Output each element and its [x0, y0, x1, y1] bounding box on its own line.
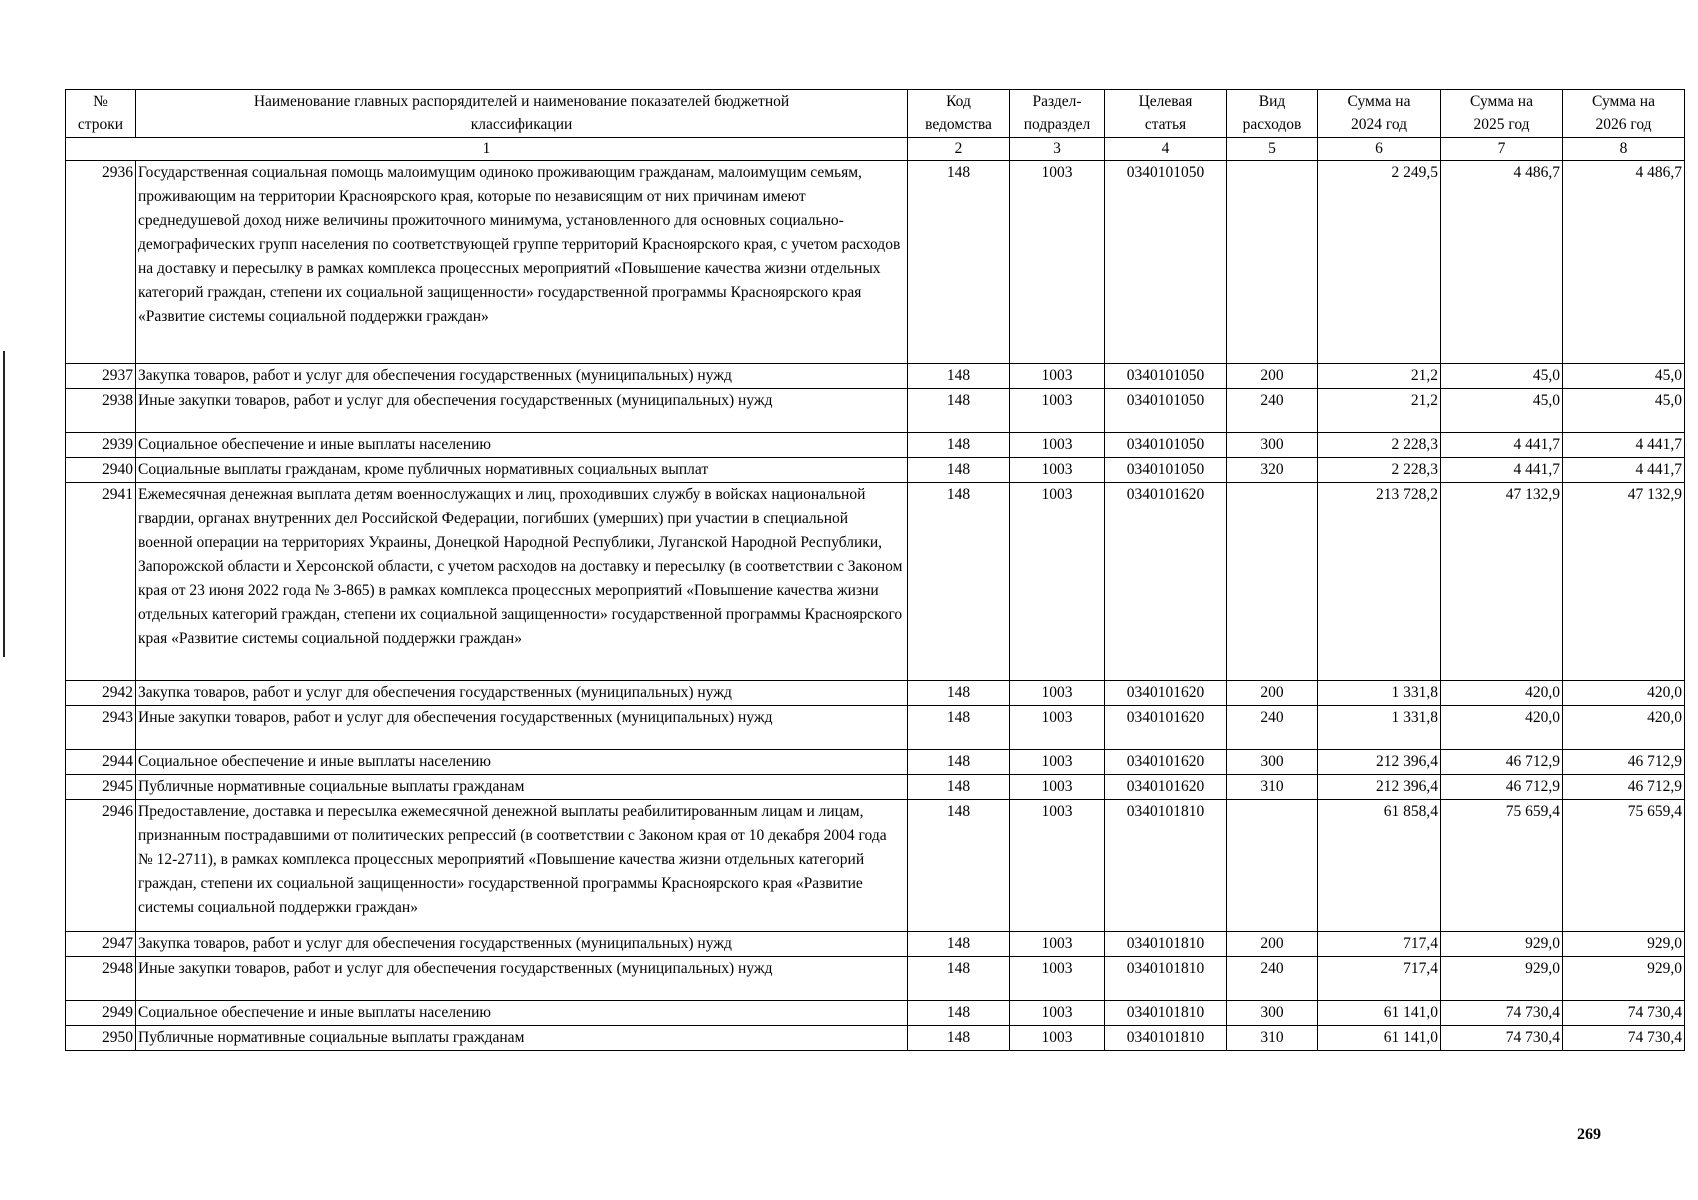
- table-header: [66, 90, 1685, 161]
- row-sum-2024: 2 228,3: [1318, 433, 1441, 458]
- header-section: Раздел- подраздел: [1010, 90, 1105, 138]
- row-dept-code: 148: [908, 681, 1010, 706]
- row-sum-2025: 929,0: [1441, 932, 1563, 957]
- row-dept-code: 148: [908, 433, 1010, 458]
- row-section: 1003: [1010, 706, 1105, 750]
- row-sum-2026: 74 730,4: [1563, 1001, 1685, 1026]
- row-sum-2025: 420,0: [1441, 681, 1563, 706]
- row-dept-code: 148: [908, 957, 1010, 1001]
- row-sum-2024: 2 228,3: [1318, 458, 1441, 483]
- table-row: [66, 706, 1685, 750]
- row-number: 2936: [66, 161, 136, 364]
- table-row: [66, 161, 1685, 364]
- row-sum-2024: 1 331,8: [1318, 681, 1441, 706]
- row-name: Иные закупки товаров, работ и услуг для обеспечения государственных (муниципальных) нужд: [136, 389, 908, 433]
- table-row: [66, 750, 1685, 775]
- row-sum-2025: 75 659,4: [1441, 800, 1563, 932]
- row-dept-code: 148: [908, 750, 1010, 775]
- column-number: 8: [1563, 138, 1685, 161]
- row-sum-2024: 21,2: [1318, 364, 1441, 389]
- row-sum-2026: 4 441,7: [1563, 458, 1685, 483]
- row-expense-kind: 200: [1227, 681, 1318, 706]
- header-target-article: Целевая статья: [1105, 90, 1227, 138]
- row-number: 2941: [66, 483, 136, 681]
- row-sum-2026: 929,0: [1563, 932, 1685, 957]
- row-expense-kind: [1227, 800, 1318, 932]
- row-number: 2946: [66, 800, 136, 932]
- row-target-article: 0340101810: [1105, 1026, 1227, 1051]
- row-target-article: 0340101620: [1105, 750, 1227, 775]
- row-target-article: 0340101620: [1105, 706, 1227, 750]
- table-row: [66, 775, 1685, 800]
- row-name: Закупка товаров, работ и услуг для обеспечения государственных (муниципальных) нужд: [136, 364, 908, 389]
- row-sum-2024: 21,2: [1318, 389, 1441, 433]
- table-row: [66, 1001, 1685, 1026]
- row-target-article: 0340101810: [1105, 932, 1227, 957]
- row-sum-2024: 1 331,8: [1318, 706, 1441, 750]
- row-expense-kind: 300: [1227, 433, 1318, 458]
- row-dept-code: 148: [908, 1001, 1010, 1026]
- row-dept-code: 148: [908, 1026, 1010, 1051]
- row-target-article: 0340101620: [1105, 483, 1227, 681]
- row-expense-kind: [1227, 161, 1318, 364]
- row-name: Предоставление, доставка и пересылка ежемесячной денежной выплаты реабилитированным лицам и лицам, признанным пострадавшими от политических репрессий (в соответствии с Законом края от 10 декабря 2004 года № 12-2711), в рамках комплекса процессных мероприятий «Повышение качества жизни отдельных категорий граждан, степени их социальной защищенности» государственной программы Красноярского края «Развитие системы социальной поддержки граждан»: [136, 800, 908, 932]
- row-sum-2024: 212 396,4: [1318, 775, 1441, 800]
- column-number: 2: [908, 138, 1010, 161]
- row-name: Закупка товаров, работ и услуг для обеспечения государственных (муниципальных) нужд: [136, 932, 908, 957]
- row-dept-code: 148: [908, 800, 1010, 932]
- row-sum-2026: 4 441,7: [1563, 433, 1685, 458]
- header-sum-2026: Сумма на 2026 год: [1563, 90, 1685, 138]
- row-number: 2943: [66, 706, 136, 750]
- row-sum-2024: 61 858,4: [1318, 800, 1441, 932]
- row-name: Ежемесячная денежная выплата детям военнослужащих и лиц, проходивших службу в войсках национальной гвардии, органах внутренних дел Российской Федерации, погибших (умерших) при участии в специальной военной операции на территориях Украины, Донецкой Народной Республики, Луганской Народной Республики, Запорожской области и Херсонской области, с учетом расходов на доставку и пересылку (в соответствии с Законом края от 23 июня 2022 года № 3-865) в рамках комплекса процессных мероприятий «Повышение качества жизни отдельных категорий граждан, степени их социальной защищенности» государственной программы Красноярского края «Развитие системы социальной поддержки граждан»: [136, 483, 908, 681]
- row-sum-2024: 2 249,5: [1318, 161, 1441, 364]
- row-sum-2024: 212 396,4: [1318, 750, 1441, 775]
- table-row: [66, 1026, 1685, 1051]
- row-expense-kind: [1227, 483, 1318, 681]
- column-number: 4: [1105, 138, 1227, 161]
- row-dept-code: 148: [908, 775, 1010, 800]
- row-expense-kind: 300: [1227, 750, 1318, 775]
- header-row-no: № строки: [66, 90, 136, 138]
- row-sum-2025: 4 441,7: [1441, 433, 1563, 458]
- row-section: 1003: [1010, 433, 1105, 458]
- row-target-article: 0340101050: [1105, 364, 1227, 389]
- row-dept-code: 148: [908, 932, 1010, 957]
- row-section: 1003: [1010, 775, 1105, 800]
- row-dept-code: 148: [908, 364, 1010, 389]
- row-target-article: 0340101620: [1105, 681, 1227, 706]
- row-section: 1003: [1010, 681, 1105, 706]
- row-sum-2025: 74 730,4: [1441, 1026, 1563, 1051]
- row-name: Публичные нормативные социальные выплаты гражданам: [136, 1026, 908, 1051]
- row-expense-kind: 240: [1227, 957, 1318, 1001]
- row-section: 1003: [1010, 161, 1105, 364]
- table-row: [66, 957, 1685, 1001]
- page-number: 269: [1577, 1126, 1601, 1143]
- row-sum-2025: 4 441,7: [1441, 458, 1563, 483]
- row-dept-code: 148: [908, 458, 1010, 483]
- row-sum-2025: 45,0: [1441, 364, 1563, 389]
- row-expense-kind: 200: [1227, 932, 1318, 957]
- table-row: [66, 433, 1685, 458]
- header-sum-2024: Сумма на 2024 год: [1318, 90, 1441, 138]
- row-sum-2026: 46 712,9: [1563, 775, 1685, 800]
- row-number: 2949: [66, 1001, 136, 1026]
- row-sum-2024: 717,4: [1318, 932, 1441, 957]
- column-number: 1: [66, 138, 908, 161]
- row-section: 1003: [1010, 1026, 1105, 1051]
- row-name: Иные закупки товаров, работ и услуг для обеспечения государственных (муниципальных) нужд: [136, 957, 908, 1001]
- row-expense-kind: 240: [1227, 706, 1318, 750]
- row-sum-2026: 47 132,9: [1563, 483, 1685, 681]
- row-target-article: 0340101050: [1105, 458, 1227, 483]
- row-target-article: 0340101810: [1105, 800, 1227, 932]
- row-sum-2025: 47 132,9: [1441, 483, 1563, 681]
- row-sum-2025: 45,0: [1441, 389, 1563, 433]
- row-target-article: 0340101050: [1105, 433, 1227, 458]
- row-sum-2026: 74 730,4: [1563, 1026, 1685, 1051]
- row-sum-2025: 4 486,7: [1441, 161, 1563, 364]
- table-row: [66, 483, 1685, 681]
- row-sum-2026: 420,0: [1563, 706, 1685, 750]
- budget-table: [65, 89, 1685, 1051]
- column-number: 7: [1441, 138, 1563, 161]
- row-number: 2942: [66, 681, 136, 706]
- row-expense-kind: 320: [1227, 458, 1318, 483]
- row-section: 1003: [1010, 957, 1105, 1001]
- row-sum-2026: 75 659,4: [1563, 800, 1685, 932]
- table-row: [66, 364, 1685, 389]
- row-sum-2026: 46 712,9: [1563, 750, 1685, 775]
- row-sum-2025: 46 712,9: [1441, 750, 1563, 775]
- table-body: [66, 161, 1685, 1051]
- row-sum-2024: 61 141,0: [1318, 1001, 1441, 1026]
- row-number: 2937: [66, 364, 136, 389]
- table-row: [66, 681, 1685, 706]
- row-name: Закупка товаров, работ и услуг для обеспечения государственных (муниципальных) нужд: [136, 681, 908, 706]
- row-sum-2024: 213 728,2: [1318, 483, 1441, 681]
- row-expense-kind: 310: [1227, 775, 1318, 800]
- row-section: 1003: [1010, 364, 1105, 389]
- row-expense-kind: 310: [1227, 1026, 1318, 1051]
- row-sum-2025: 46 712,9: [1441, 775, 1563, 800]
- table-row: [66, 800, 1685, 932]
- row-target-article: 0340101050: [1105, 389, 1227, 433]
- row-target-article: 0340101050: [1105, 161, 1227, 364]
- row-target-article: 0340101810: [1105, 957, 1227, 1001]
- table-row: [66, 458, 1685, 483]
- row-section: 1003: [1010, 1001, 1105, 1026]
- row-dept-code: 148: [908, 161, 1010, 364]
- row-name: Социальное обеспечение и иные выплаты населению: [136, 1001, 908, 1026]
- header-dept-code: Код ведомства: [908, 90, 1010, 138]
- row-dept-code: 148: [908, 483, 1010, 681]
- header-expense-kind: Вид расходов: [1227, 90, 1318, 138]
- header-name: Наименование главных распорядителей и наименование показателей бюджетной классификации: [136, 90, 908, 138]
- row-target-article: 0340101620: [1105, 775, 1227, 800]
- row-target-article: 0340101810: [1105, 1001, 1227, 1026]
- row-expense-kind: 300: [1227, 1001, 1318, 1026]
- row-name: Социальные выплаты гражданам, кроме публичных нормативных социальных выплат: [136, 458, 908, 483]
- row-expense-kind: 200: [1227, 364, 1318, 389]
- row-section: 1003: [1010, 750, 1105, 775]
- row-name: Социальное обеспечение и иные выплаты населению: [136, 433, 908, 458]
- row-number: 2945: [66, 775, 136, 800]
- row-dept-code: 148: [908, 706, 1010, 750]
- row-section: 1003: [1010, 483, 1105, 681]
- column-number: 6: [1318, 138, 1441, 161]
- header-sum-2025: Сумма на 2025 год: [1441, 90, 1563, 138]
- row-number: 2944: [66, 750, 136, 775]
- row-sum-2025: 74 730,4: [1441, 1001, 1563, 1026]
- row-name: Публичные нормативные социальные выплаты гражданам: [136, 775, 908, 800]
- table-row: [66, 932, 1685, 957]
- row-sum-2026: 4 486,7: [1563, 161, 1685, 364]
- row-sum-2026: 420,0: [1563, 681, 1685, 706]
- row-section: 1003: [1010, 458, 1105, 483]
- row-sum-2025: 420,0: [1441, 706, 1563, 750]
- row-number: 2939: [66, 433, 136, 458]
- row-sum-2026: 929,0: [1563, 957, 1685, 1001]
- row-section: 1003: [1010, 800, 1105, 932]
- row-number: 2940: [66, 458, 136, 483]
- row-name: Иные закупки товаров, работ и услуг для обеспечения государственных (муниципальных) нужд: [136, 706, 908, 750]
- row-number: 2938: [66, 389, 136, 433]
- margin-mark: [3, 351, 5, 657]
- table-row: [66, 389, 1685, 433]
- row-sum-2026: 45,0: [1563, 364, 1685, 389]
- row-section: 1003: [1010, 932, 1105, 957]
- row-number: 2948: [66, 957, 136, 1001]
- row-sum-2024: 61 141,0: [1318, 1026, 1441, 1051]
- row-section: 1003: [1010, 389, 1105, 433]
- row-name: Государственная социальная помощь малоимущим одиноко проживающим гражданам, малоимущим семьям, проживающим на территории Красноярского края, которые по независящим от них причинам имеют среднедушевой доход ниже величины прожиточного минимума, установленного для основных социально-демографических групп населения по соответствующей группе территорий Красноярского края, с учетом расходов на доставку и пересылку в рамках комплекса процессных мероприятий «Повышение качества жизни отдельных категорий граждан, степени их социальной защищенности» государственной программы Красноярского края «Развитие системы социальной поддержки граждан»: [136, 161, 908, 364]
- row-dept-code: 148: [908, 389, 1010, 433]
- row-name: Социальное обеспечение и иные выплаты населению: [136, 750, 908, 775]
- column-number: 3: [1010, 138, 1105, 161]
- row-number: 2950: [66, 1026, 136, 1051]
- column-number: 5: [1227, 138, 1318, 161]
- row-sum-2024: 717,4: [1318, 957, 1441, 1001]
- row-sum-2025: 929,0: [1441, 957, 1563, 1001]
- row-number: 2947: [66, 932, 136, 957]
- row-sum-2026: 45,0: [1563, 389, 1685, 433]
- row-expense-kind: 240: [1227, 389, 1318, 433]
